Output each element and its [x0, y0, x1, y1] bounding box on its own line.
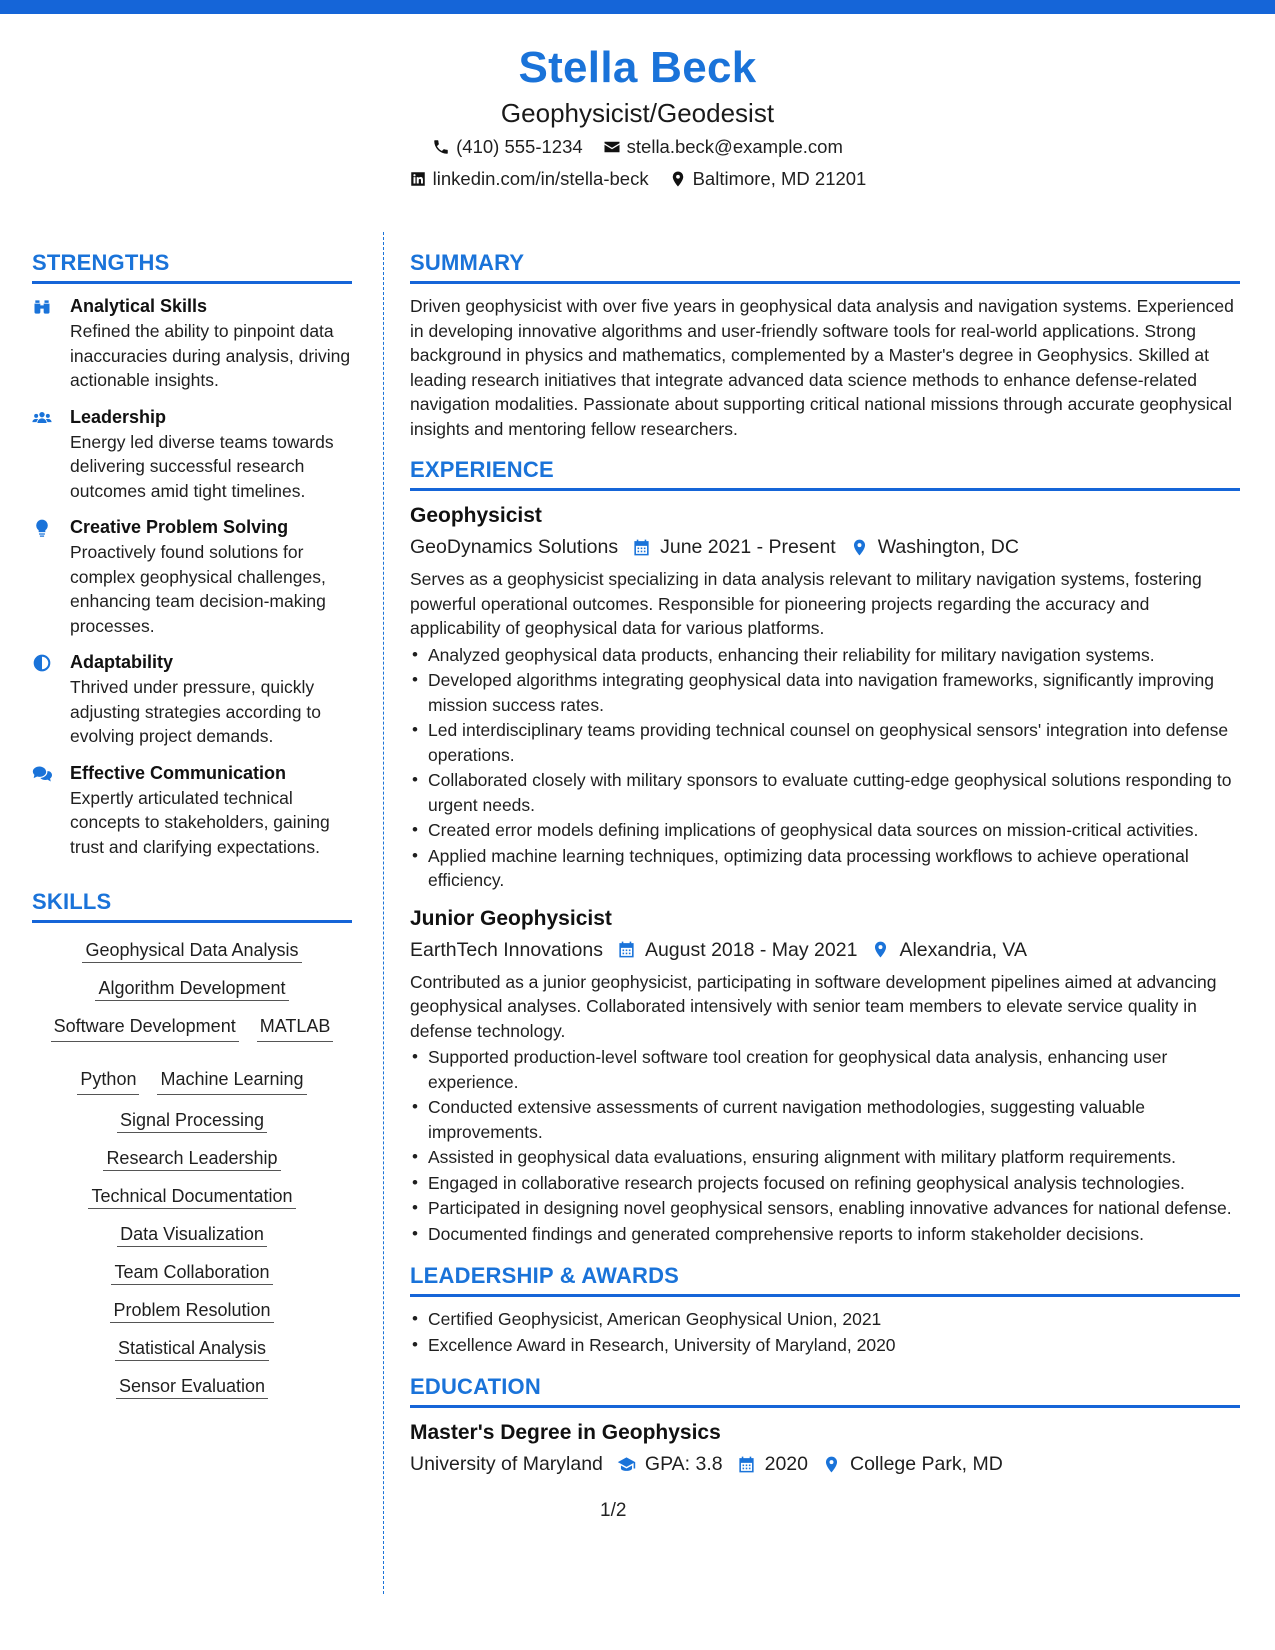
- strength-text: Expertly articulated technical concepts to stakeholders, gaining trust and clarifying expectations.: [70, 787, 330, 857]
- job-summary: Serves as a geophysicist specializing in data analysis relevant to military navigation systems, fostering powerful operational outcomes. Responsible for pioneering projects regarding the accuracy and applicability of geophysical data for various platforms.: [410, 569, 1202, 638]
- contact-phone: [432, 132, 583, 162]
- resume-header: [0, 40, 1275, 194]
- awards-heading: LEADERSHIP & AWARDS: [410, 1263, 680, 1288]
- calendar-icon: [737, 1455, 756, 1474]
- map-pin-icon: [871, 940, 890, 959]
- phone-icon: [432, 138, 450, 156]
- strength-title: Creative Problem Solving: [70, 517, 289, 537]
- email-text[interactable]: stella.beck@example.com: [626, 136, 843, 157]
- job-company: EarthTech Innovations: [410, 938, 603, 961]
- job-title: Junior Geophysicist: [410, 906, 612, 930]
- column-divider: [383, 232, 384, 1594]
- envelope-icon: [603, 138, 621, 156]
- experience-heading: EXPERIENCE: [410, 457, 554, 482]
- map-pin-icon: [669, 170, 687, 188]
- bullet-item: • Assisted in geophysical data evaluations, ensuring alignment with military platform requirements.: [410, 1145, 1240, 1170]
- bullet-item: • Developed algorithms integrating geophysical data into navigation frameworks, significantly improving mission success rates.: [410, 668, 1240, 717]
- skill-tag: MATLAB: [257, 1013, 334, 1042]
- map-pin-icon: [822, 1455, 841, 1474]
- skill-tag: Data Visualization: [117, 1224, 267, 1247]
- bullet-item: • Applied machine learning techniques, optimizing data processing workflows to achieve operational efficiency.: [410, 844, 1240, 893]
- job-entry: [410, 501, 1240, 893]
- strength-text: Energy led diverse teams towards delivering successful research outcomes amid tight timelines.: [70, 431, 334, 501]
- bullet-item: • Engaged in collaborative research projects focused on refining geophysical analysis technologies.: [410, 1171, 1240, 1196]
- users-icon: [32, 408, 52, 428]
- award-item: • Certified Geophysicist, American Geophysical Union, 2021: [410, 1307, 1240, 1332]
- linkedin-icon: [409, 170, 427, 188]
- top-accent-bar: [0, 0, 1275, 14]
- lightbulb-icon: [32, 518, 52, 538]
- education-location: College Park, MD: [849, 1453, 1003, 1475]
- education-meta: [410, 1448, 1240, 1480]
- job-bullets: [410, 643, 1240, 893]
- contact-row-2: [0, 164, 1275, 194]
- awards-list: [410, 1307, 1240, 1357]
- skill-tag: Team Collaboration: [111, 1262, 272, 1285]
- candidate-role: Geophysicist/Geodesist: [500, 98, 775, 128]
- graduation-cap-icon: [617, 1455, 636, 1474]
- strength-item: [32, 515, 352, 638]
- skill-tag: Problem Resolution: [110, 1300, 273, 1323]
- school-name: University of Maryland: [410, 1453, 603, 1475]
- skill-tag: Machine Learning: [157, 1066, 306, 1095]
- job-summary: Contributed as a junior geophysicist, participating in software development pipelines aimed at advancing geophysical analyses. Collaborated intensively with senior team members to elevate service quality in defense technology.: [410, 971, 1217, 1041]
- strength-item: [32, 650, 352, 749]
- page-number: 1/2: [600, 1500, 627, 1521]
- skill-tag: Python: [77, 1066, 139, 1095]
- contact-email[interactable]: [603, 132, 843, 162]
- location-text: Baltimore, MD 21201: [692, 168, 867, 189]
- summary-heading: SUMMARY: [410, 250, 525, 275]
- section-rule: [410, 1405, 1240, 1408]
- left-column: [32, 248, 352, 1399]
- strength-title: Leadership: [70, 406, 167, 427]
- candidate-name: Stella Beck: [518, 43, 757, 92]
- skill-tag: Software Development: [51, 1013, 239, 1042]
- skill-tag: Sensor Evaluation: [116, 1376, 268, 1399]
- section-rule: [32, 281, 352, 284]
- job-dates: August 2018 - May 2021: [644, 938, 858, 961]
- bullet-item: • Created error models defining implications of geophysical data sources on mission-critical activities.: [410, 818, 1240, 843]
- job-meta: [410, 934, 1240, 966]
- bullet-item: • Analyzed geophysical data products, enhancing their reliability for military navigation systems.: [410, 643, 1240, 668]
- skill-tag: Technical Documentation: [88, 1186, 295, 1209]
- strength-text: Refined the ability to pinpoint data inaccuracies during analysis, driving actionable insights.: [70, 321, 351, 390]
- gpa-text: GPA: 3.8: [644, 1453, 723, 1475]
- summary-text: Driven geophysicist with over five years in geophysical data analysis and navigation systems. Experienced in developing innovative algorithms and user-friendly software tools for real-world applications. Strong background in physics and mathematics, complemented by a Master's degree in Geophysics. Skilled at leading research initiatives that integrate advanced data science methods to enhance defense-related navigation modalities. Passionate about supporting critical national missions through accurate geophysical insights and mentoring fellow researchers.: [410, 296, 1234, 439]
- skills-list: [32, 933, 352, 1399]
- bullet-item: • Participated in designing novel geophysical sensors, enabling innovative advances for national defense.: [410, 1196, 1240, 1221]
- strengths-heading: STRENGTHS: [32, 250, 170, 275]
- skill-tag: Algorithm Development: [95, 978, 288, 1001]
- section-rule: [410, 281, 1240, 284]
- skill-tag: Research Leadership: [103, 1148, 280, 1171]
- binoculars-icon: [32, 297, 52, 317]
- job-location: Alexandria, VA: [899, 938, 1027, 961]
- skill-tag: Geophysical Data Analysis: [82, 940, 301, 963]
- skill-tag: Statistical Analysis: [115, 1338, 269, 1361]
- section-rule: [410, 1294, 1240, 1297]
- job-dates: June 2021 - Present: [660, 536, 836, 558]
- strength-title: Effective Communication: [70, 762, 287, 783]
- strength-item: [32, 761, 352, 860]
- bullet-item: • Supported production-level software tool creation for geophysical data analysis, enhancing user experience.: [410, 1045, 1240, 1094]
- award-item: • Excellence Award in Research, University of Maryland, 2020: [410, 1333, 1240, 1358]
- calendar-icon: [617, 940, 636, 959]
- calendar-icon: [632, 538, 651, 557]
- contact-linkedin[interactable]: [409, 164, 649, 194]
- education-year: 2020: [764, 1453, 808, 1475]
- strength-title: Analytical Skills: [70, 296, 208, 316]
- strength-text: Proactively found solutions for complex geophysical challenges, enhancing team decision-making processes.: [70, 542, 326, 636]
- job-meta: [410, 531, 1240, 563]
- strength-text: Thrived under pressure, quickly adjusting strategies according to evolving project demands.: [70, 677, 321, 746]
- bullet-item: • Documented findings and generated comprehensive reports to inform stakeholder decisions.: [410, 1222, 1240, 1247]
- phone-text: (410) 555-1234: [456, 136, 583, 157]
- section-rule: [32, 920, 352, 923]
- job-company: GeoDynamics Solutions: [410, 536, 619, 558]
- strength-item: [32, 294, 352, 393]
- skill-tag: Signal Processing: [117, 1110, 267, 1133]
- job-title: Geophysicist: [410, 504, 542, 527]
- job-bullets: [410, 1045, 1240, 1246]
- linkedin-text[interactable]: linkedin.com/in/stella-beck: [432, 168, 649, 189]
- skills-heading: SKILLS: [32, 889, 112, 914]
- job-location: Washington, DC: [877, 536, 1019, 558]
- section-rule: [410, 488, 1240, 491]
- contact-location: [669, 164, 867, 194]
- strength-title: Adaptability: [70, 652, 174, 672]
- bullet-item: • Conducted extensive assessments of current navigation methodologies, suggesting valuable improvements.: [410, 1095, 1240, 1144]
- education-heading: EDUCATION: [410, 1374, 541, 1399]
- contact-row-1: [0, 132, 1275, 162]
- degree-title: Master's Degree in Geophysics: [410, 1421, 721, 1444]
- bullet-item: • Led interdisciplinary teams providing technical counsel on geophysical sensors' integration into defense operations.: [410, 718, 1240, 767]
- map-pin-icon: [850, 538, 869, 557]
- bullet-item: • Collaborated closely with military sponsors to evaluate cutting-edge geophysical solutions responding to urgent needs.: [410, 768, 1240, 817]
- right-column: [410, 248, 1240, 1480]
- job-entry: [410, 904, 1240, 1247]
- strength-item: [32, 405, 352, 504]
- comments-icon: [32, 764, 52, 784]
- half-circle-icon: [32, 653, 52, 673]
